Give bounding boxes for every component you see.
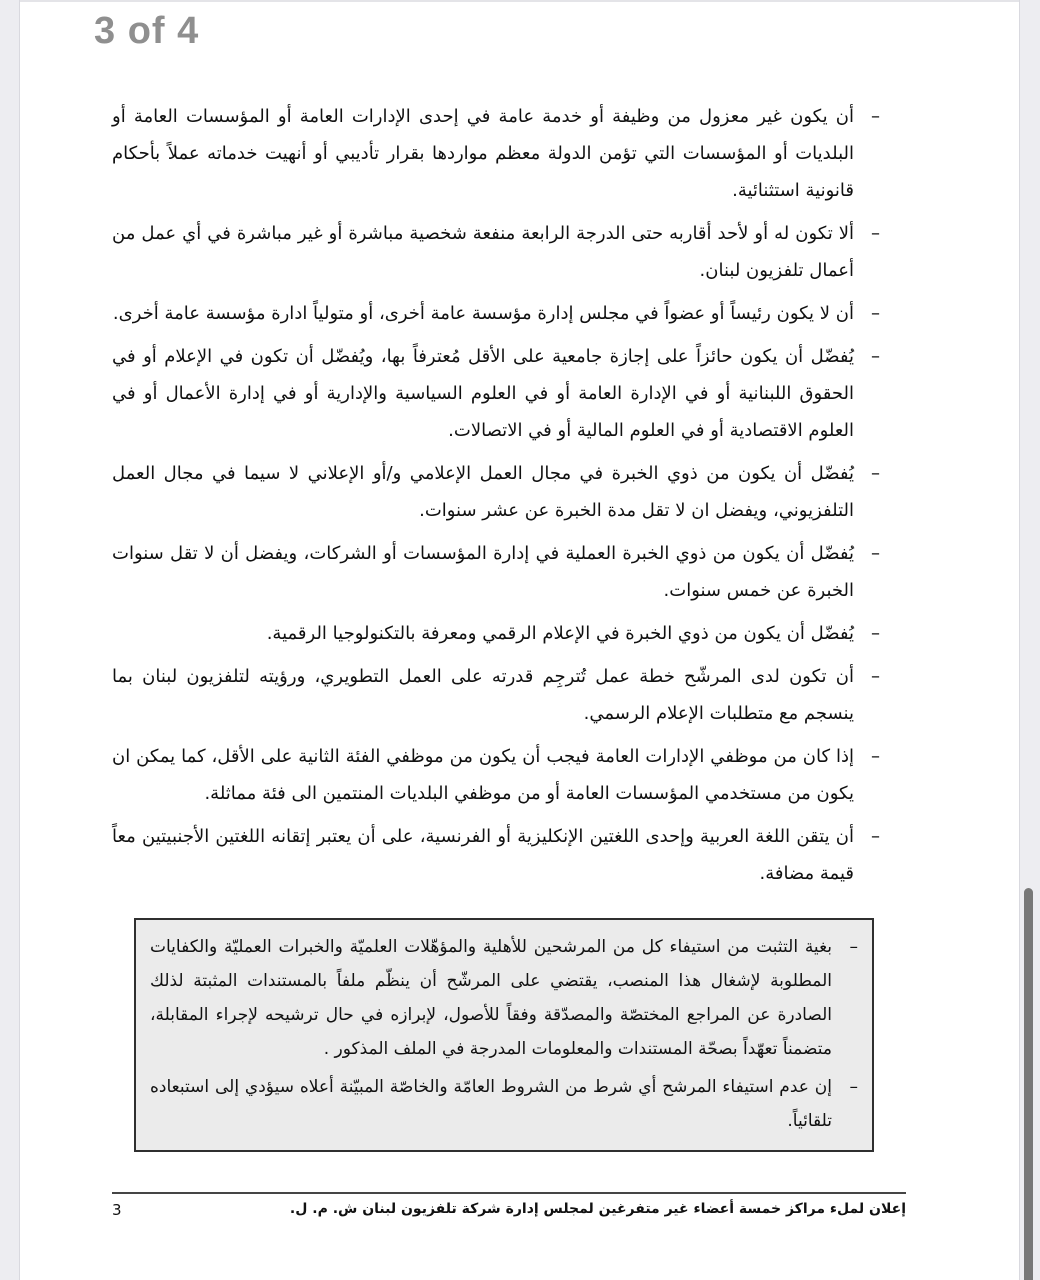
dash-bullet-icon: –: [871, 746, 880, 767]
bullet-item: [112, 98, 880, 209]
dash-bullet-icon: –: [849, 1077, 858, 1097]
dash-bullet-icon: –: [871, 223, 880, 244]
notice-bullet-text: بغية التثبت من استيفاء كل من المرشحين للأهلية والمؤهّلات العلميّة والخبرات العمليّة والكفايات المطلوبة لإشغال هذا المنصب، يقتضي على المرشّح أن ينظّم ملفاً بالمستندات المثبتة لذلك الصادرة عن المراجع المختصّة والمصدّقة وفقاً للأصول، لإبرازه في حال ترشيحه لإجراء المقابلة، متضمناً تعهّداً بصحّة المستندات والمعلومات المدرجة في الملف المذكور .: [150, 937, 832, 1059]
document-page: [112, 98, 880, 1152]
dash-bullet-icon: –: [871, 543, 880, 564]
footer-title: إعلان لملء مراكز خمسة أعضاء غير متفرغين لمجلس إدارة شركة تلفزيون لبنان ش. م. ل.: [289, 1201, 906, 1217]
dash-bullet-icon: –: [871, 303, 880, 324]
bullet-text: يُفضّل أن يكون حائزاً على إجازة جامعية على الأقل مُعترفاً بها، ويُفضّل أن تكون في الإعلام أو في الحقوق اللبنانية أو في الإدارة العامة أو في العلوم السياسية والإدارية أو في إدارة الأعمال أو في العلوم الاقتصادية أو في العلوم المالية أو في الاتصالات.: [112, 346, 854, 441]
bullet-text: إذا كان من موظفي الإدارات العامة فيجب أن يكون من موظفي الفئة الثانية على الأقل، كما يمكن ان يكون من مستخدمي المؤسسات العامة أو من موظفي البلديات المنتمين الى فئة مماثلة.: [112, 746, 854, 804]
bullet-text: يُفضّل أن يكون من ذوي الخبرة في الإعلام الرقمي ومعرفة بالتكنولوجيا الرقمية.: [266, 623, 854, 644]
dash-bullet-icon: –: [871, 623, 880, 644]
bullet-item: [112, 455, 880, 529]
bullet-item: [112, 295, 880, 332]
footer-page-number: 3: [112, 1201, 122, 1219]
dash-bullet-icon: –: [849, 937, 858, 957]
dash-bullet-icon: –: [871, 346, 880, 367]
bullet-text: أن تكون لدى المرشّح خطة عمل تُترجِم قدرته على العمل التطويري، ورؤيته لتلفزيون لبنان بما ينسجم مع متطلبات الإعلام الرسمي.: [112, 666, 854, 724]
bullet-item: [112, 338, 880, 449]
bullet-item: [112, 738, 880, 812]
notice-bullet-text: إن عدم استيفاء المرشح أي شرط من الشروط العامّة والخاصّة المبيّنة أعلاه سيؤدي إلى استبعاده تلقائياً.: [150, 1077, 832, 1131]
bullet-item: [112, 615, 880, 652]
dash-bullet-icon: –: [871, 106, 880, 127]
left-gutter: [0, 0, 20, 1280]
page-indicator: 3 of 4: [94, 10, 200, 52]
bullet-item: [112, 818, 880, 892]
dash-bullet-icon: –: [871, 826, 880, 847]
bullet-item: [112, 535, 880, 609]
page-footer: [112, 1192, 906, 1219]
bullet-text: يُفضّل أن يكون من ذوي الخبرة في مجال العمل الإعلامي و/أو الإعلاني لا سيما في مجال العمل التلفزيوني، ويفضل ان لا تقل مدة الخبرة عن عشر سنوات.: [112, 463, 854, 521]
bullet-text: أن لا يكون رئيساً أو عضواً في مجلس إدارة مؤسسة عامة أخرى، أو متولياً ادارة مؤسسة عامة أخرى.: [112, 303, 854, 324]
bullet-text: أن يكون غير معزول من وظيفة أو خدمة عامة في إحدى الإدارات العامة أو المؤسسات العامة أو البلديات أو المؤسسات التي تؤمن الدولة معظم مواردها بقرار تأديبي أو أنهيت خدماته عملاً بأحكام قانونية استثنائية.: [112, 106, 854, 201]
bullet-text: أن يتقن اللغة العربية وإحدى اللغتين الإنكليزية أو الفرنسية، على أن يعتبر إتقانه اللغتين الأجنبيتين معاً قيمة مضافة.: [112, 826, 854, 884]
notice-box: [134, 918, 874, 1152]
bullet-item: [112, 658, 880, 732]
window-top-border: [0, 0, 1040, 2]
dash-bullet-icon: –: [871, 666, 880, 687]
dash-bullet-icon: –: [871, 463, 880, 484]
notice-bullet-item: [150, 930, 858, 1066]
scrollbar-thumb[interactable]: [1024, 888, 1033, 1280]
notice-bullet-item: [150, 1070, 858, 1138]
bullet-item: [112, 215, 880, 289]
bullet-text: يُفضّل أن يكون من ذوي الخبرة العملية في إدارة المؤسسات أو الشركات، ويفضل أن لا تقل سنوات الخبرة عن خمس سنوات.: [112, 543, 854, 601]
bullet-text: ألا تكون له أو لأحد أقاربه حتى الدرجة الرابعة منفعة شخصية مباشرة أو غير مباشرة في أي عمل من أعمال تلفزيون لبنان.: [112, 223, 854, 281]
footer-rule: [112, 1192, 906, 1194]
